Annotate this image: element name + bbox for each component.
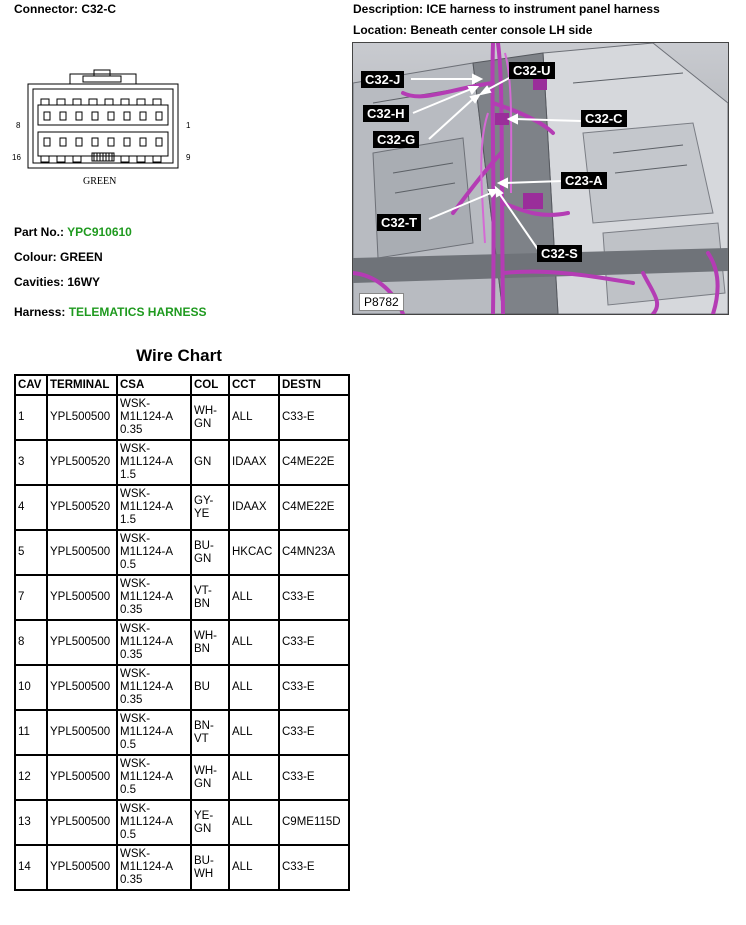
cell-cct bbox=[229, 620, 279, 665]
cell-destn bbox=[279, 755, 349, 800]
cell-cav bbox=[15, 710, 47, 755]
table-row bbox=[15, 710, 349, 755]
cell-text: WSK- M1L124-A 0.35 bbox=[120, 623, 174, 661]
callout-c23-a: C23-A bbox=[561, 172, 607, 189]
pin-label-8: 8 bbox=[16, 121, 21, 130]
cell-text: YE- GN bbox=[194, 809, 214, 835]
cell-destn bbox=[279, 440, 349, 485]
cell-csa bbox=[117, 440, 191, 485]
cell-text: WSK- M1L124-A 0.35 bbox=[120, 578, 174, 616]
header-cav: CAV bbox=[15, 375, 47, 395]
cell-text: WSK- M1L124-A 0.35 bbox=[120, 668, 174, 706]
description-line bbox=[353, 2, 660, 16]
wire-chart-table bbox=[14, 374, 350, 891]
table-row bbox=[15, 845, 349, 890]
connector-id: C32-C bbox=[81, 2, 117, 16]
cell-text: WH- GN bbox=[194, 764, 217, 790]
cell-text: YPL500500 bbox=[50, 636, 111, 648]
cell-text: WSK- M1L124-A 0.5 bbox=[120, 533, 174, 571]
cell-text: C33-E bbox=[282, 681, 315, 693]
header-col: COL bbox=[191, 375, 229, 395]
cell-terminal bbox=[47, 620, 117, 665]
table-row bbox=[15, 485, 349, 530]
cell-text: C33-E bbox=[282, 771, 315, 783]
cell-col bbox=[191, 800, 229, 845]
cell-text: WSK- M1L124-A 0.5 bbox=[120, 803, 174, 841]
callout-c32-h: C32-H bbox=[363, 105, 409, 122]
cell-destn bbox=[279, 485, 349, 530]
cell-text: 11 bbox=[18, 726, 30, 738]
cell-text: 1 bbox=[18, 411, 25, 423]
vehicle-floor-drawing bbox=[353, 43, 728, 314]
cell-terminal bbox=[47, 800, 117, 845]
cell-text: WSK- M1L124-A 0.5 bbox=[120, 713, 174, 751]
cell-cct bbox=[229, 530, 279, 575]
cell-text: 12 bbox=[18, 771, 31, 783]
harness-value: TELEMATICS HARNESS bbox=[68, 305, 207, 319]
header-destn: DESTN bbox=[279, 375, 349, 395]
cell-text: YPL500500 bbox=[50, 681, 111, 693]
pin-label-16: 16 bbox=[12, 153, 21, 162]
table-row bbox=[15, 440, 349, 485]
cell-cct bbox=[229, 800, 279, 845]
cell-csa bbox=[117, 485, 191, 530]
cell-text: 14 bbox=[18, 861, 31, 873]
cell-destn bbox=[279, 620, 349, 665]
cell-text: C33-E bbox=[282, 591, 315, 603]
cell-cct bbox=[229, 755, 279, 800]
cell-terminal bbox=[47, 710, 117, 755]
callout-c32-j: C32-J bbox=[361, 71, 404, 88]
cell-cct bbox=[229, 710, 279, 755]
cell-text: ALL bbox=[232, 861, 253, 873]
harness-line bbox=[14, 305, 207, 319]
colour-label: Colour: bbox=[14, 250, 57, 264]
cell-text: IDAAX bbox=[232, 456, 267, 468]
cell-text: ALL bbox=[232, 636, 253, 648]
table-row bbox=[15, 800, 349, 845]
table-row bbox=[15, 575, 349, 620]
connector-face-diagram bbox=[8, 68, 198, 190]
cell-text: 13 bbox=[18, 816, 31, 828]
description-label: Description: bbox=[353, 2, 424, 16]
cell-cav bbox=[15, 665, 47, 710]
cell-destn bbox=[279, 575, 349, 620]
cell-destn bbox=[279, 530, 349, 575]
cell-text: ALL bbox=[232, 411, 253, 423]
cell-csa bbox=[117, 800, 191, 845]
cell-text: 8 bbox=[18, 636, 25, 648]
cell-terminal bbox=[47, 575, 117, 620]
cell-text: C4MN23A bbox=[282, 546, 336, 558]
part-no-value: YPC910610 bbox=[67, 225, 132, 239]
cell-col bbox=[191, 845, 229, 890]
colour-value: GREEN bbox=[60, 250, 103, 264]
callout-c32-t: C32-T bbox=[377, 214, 421, 231]
cell-text: ALL bbox=[232, 816, 253, 828]
harness-label: Harness: bbox=[14, 305, 66, 319]
cell-col bbox=[191, 530, 229, 575]
cell-text: ALL bbox=[232, 726, 253, 738]
cell-col bbox=[191, 575, 229, 620]
cell-text: C4ME22E bbox=[282, 456, 335, 468]
cell-cct bbox=[229, 575, 279, 620]
colour-line bbox=[14, 250, 103, 264]
callout-c32-c: C32-C bbox=[581, 110, 627, 127]
cell-text: WH- BN bbox=[194, 629, 217, 655]
cell-text: YPL500500 bbox=[50, 591, 111, 603]
cell-csa bbox=[117, 620, 191, 665]
cell-cct bbox=[229, 395, 279, 440]
cell-terminal bbox=[47, 755, 117, 800]
cell-text: 5 bbox=[18, 546, 25, 558]
cell-text: YPL500500 bbox=[50, 546, 111, 558]
cell-text: GY- YE bbox=[194, 494, 214, 520]
location-photo bbox=[352, 42, 729, 315]
connector-colour-caption: GREEN bbox=[83, 176, 117, 187]
photo-reference-id: P8782 bbox=[359, 293, 404, 311]
cell-destn bbox=[279, 845, 349, 890]
location-text: Beneath center console LH side bbox=[410, 23, 593, 37]
cell-text: 3 bbox=[18, 456, 25, 468]
cavities-value: 16WY bbox=[67, 275, 101, 289]
location-label: Location: bbox=[353, 23, 407, 37]
cell-col bbox=[191, 395, 229, 440]
cell-text: WSK- M1L124-A 0.35 bbox=[120, 848, 174, 886]
cell-text: HKCAC bbox=[232, 546, 273, 558]
connector-line bbox=[14, 2, 116, 16]
cell-destn bbox=[279, 800, 349, 845]
cell-text: ALL bbox=[232, 681, 253, 693]
cell-text: BU bbox=[194, 681, 210, 693]
description-text: ICE harness to instrument panel harness bbox=[426, 2, 660, 16]
cell-csa bbox=[117, 710, 191, 755]
cell-cav bbox=[15, 395, 47, 440]
cell-terminal bbox=[47, 845, 117, 890]
table-row bbox=[15, 620, 349, 665]
table-row bbox=[15, 755, 349, 800]
cell-text: WH- GN bbox=[194, 404, 217, 430]
connector-face-drawing bbox=[8, 68, 198, 190]
cell-cav bbox=[15, 620, 47, 665]
table-row bbox=[15, 665, 349, 710]
cell-cav bbox=[15, 845, 47, 890]
cell-col bbox=[191, 710, 229, 755]
cell-text: WSK- M1L124-A 1.5 bbox=[120, 443, 174, 481]
cell-cav bbox=[15, 485, 47, 530]
cell-cct bbox=[229, 845, 279, 890]
part-no-line bbox=[14, 225, 132, 239]
cell-text: VT- BN bbox=[194, 584, 212, 610]
cell-terminal bbox=[47, 440, 117, 485]
cell-text: WSK- M1L124-A 1.5 bbox=[120, 488, 174, 526]
cell-text: BU- GN bbox=[194, 539, 214, 565]
cell-csa bbox=[117, 575, 191, 620]
table-header-row bbox=[15, 375, 349, 395]
cell-cav bbox=[15, 755, 47, 800]
cell-csa bbox=[117, 665, 191, 710]
cell-csa bbox=[117, 845, 191, 890]
header-csa: CSA bbox=[117, 375, 191, 395]
cell-col bbox=[191, 620, 229, 665]
wire-chart-body bbox=[15, 395, 349, 890]
cell-text: YPL500500 bbox=[50, 726, 111, 738]
cell-text: C4ME22E bbox=[282, 501, 335, 513]
table-row bbox=[15, 395, 349, 440]
cell-terminal bbox=[47, 485, 117, 530]
cell-destn bbox=[279, 710, 349, 755]
cell-cav bbox=[15, 800, 47, 845]
cell-cct bbox=[229, 485, 279, 530]
cell-text: C33-E bbox=[282, 411, 315, 423]
pin-label-1: 1 bbox=[186, 121, 191, 130]
cell-text: GN bbox=[194, 456, 212, 468]
cell-text: C33-E bbox=[282, 861, 315, 873]
wire-chart-title: Wire Chart bbox=[136, 346, 222, 365]
cell-text: ALL bbox=[232, 591, 253, 603]
cell-text: BU- WH bbox=[194, 854, 214, 880]
cell-terminal bbox=[47, 530, 117, 575]
part-no-label: Part No.: bbox=[14, 225, 65, 239]
cell-cav bbox=[15, 440, 47, 485]
location-line bbox=[353, 23, 592, 37]
cell-text: YPL500500 bbox=[50, 816, 111, 828]
callout-c32-s: C32-S bbox=[537, 245, 582, 262]
header-terminal: TERMINAL bbox=[47, 375, 117, 395]
cell-text: YPL500520 bbox=[50, 501, 111, 513]
cell-text: YPL500500 bbox=[50, 771, 111, 783]
pin-label-9: 9 bbox=[186, 153, 191, 162]
cell-col bbox=[191, 755, 229, 800]
cell-text: C33-E bbox=[282, 636, 315, 648]
header-cct: CCT bbox=[229, 375, 279, 395]
cavities-line bbox=[14, 275, 100, 289]
connector-label: Connector: bbox=[14, 2, 78, 16]
cavities-label: Cavities: bbox=[14, 275, 65, 289]
cell-col bbox=[191, 440, 229, 485]
cell-text: IDAAX bbox=[232, 501, 267, 513]
table-row bbox=[15, 530, 349, 575]
cell-destn bbox=[279, 665, 349, 710]
cell-col bbox=[191, 485, 229, 530]
cell-text: WSK- M1L124-A 0.35 bbox=[120, 398, 174, 436]
cell-text: 4 bbox=[18, 501, 25, 513]
cell-text: WSK- M1L124-A 0.5 bbox=[120, 758, 174, 796]
cell-col bbox=[191, 665, 229, 710]
cell-cav bbox=[15, 575, 47, 620]
cell-text: ALL bbox=[232, 771, 253, 783]
cell-csa bbox=[117, 530, 191, 575]
cell-cav bbox=[15, 530, 47, 575]
cell-text: BN- VT bbox=[194, 719, 214, 745]
cell-terminal bbox=[47, 665, 117, 710]
cell-text: C33-E bbox=[282, 726, 315, 738]
cell-text: C9ME115D bbox=[282, 816, 341, 828]
cell-text: YPL500520 bbox=[50, 456, 111, 468]
callout-c32-u: C32-U bbox=[509, 62, 555, 79]
cell-text: YPL500500 bbox=[50, 861, 111, 873]
cell-destn bbox=[279, 395, 349, 440]
cell-text: 10 bbox=[18, 681, 31, 693]
callout-c32-g: C32-G bbox=[373, 131, 419, 148]
cell-cct bbox=[229, 665, 279, 710]
cell-csa bbox=[117, 755, 191, 800]
cell-text: 7 bbox=[18, 591, 25, 603]
cell-cct bbox=[229, 440, 279, 485]
cell-terminal bbox=[47, 395, 117, 440]
cell-csa bbox=[117, 395, 191, 440]
cell-text: YPL500500 bbox=[50, 411, 111, 423]
